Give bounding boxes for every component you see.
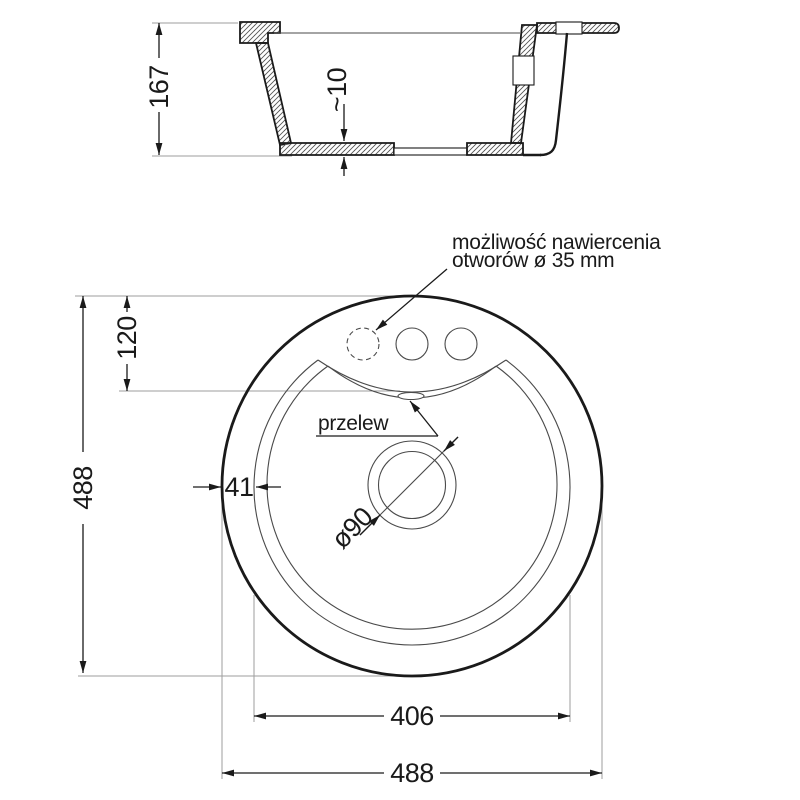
flange-overflow-slot-section (556, 22, 582, 34)
outer-skirt-edge (540, 33, 567, 155)
overflow-slot (398, 393, 424, 400)
drain-outer-circle (368, 441, 456, 529)
overflow-channel-gap (513, 56, 534, 85)
overflow-leader-arrow (410, 401, 438, 436)
drain-arrow-upper (444, 437, 458, 451)
cross-section-view (144, 22, 619, 176)
dim-167 (144, 23, 174, 155)
dim-406 (254, 701, 570, 731)
drill-note-leader (376, 269, 447, 330)
tap-hole-right (445, 328, 477, 360)
dim-488-bottom-label: 488 (390, 758, 434, 788)
drain-recess-section (394, 148, 467, 155)
basin-inner-edge (267, 366, 557, 629)
bottom-slab-right-section (467, 143, 523, 155)
left-wall-section (256, 43, 291, 145)
dim-488-left (68, 296, 98, 673)
dim-167-label: 167 (144, 65, 174, 109)
bottom-slab-left-section (280, 143, 394, 155)
dim-488-bottom (222, 758, 602, 788)
dim-120-label: 120 (112, 316, 142, 360)
drill-note (376, 231, 661, 330)
dim-41-label: 41 (224, 472, 254, 502)
overflow-label: przelew (318, 412, 389, 435)
drill-hole-optional-dashed (347, 328, 379, 360)
dim-10 (322, 68, 352, 176)
dim-488-left-label: 488 (68, 466, 98, 510)
drain-inner-circle (379, 452, 446, 519)
deck-outer-edge (318, 360, 506, 392)
overflow-callout (316, 401, 438, 436)
dim-10-label: ~10 (322, 67, 352, 113)
drill-note-line2: otworów ø 35 mm (452, 249, 615, 272)
tap-hole-center (396, 328, 428, 360)
drill-note-line1: możliwość nawiercenia (452, 231, 661, 254)
drain-dim-label: ø90 (325, 501, 379, 555)
outer-rim-circle (222, 296, 602, 676)
dim-120 (112, 296, 142, 391)
plan-view (68, 231, 661, 788)
dim-406-label: 406 (390, 701, 434, 731)
